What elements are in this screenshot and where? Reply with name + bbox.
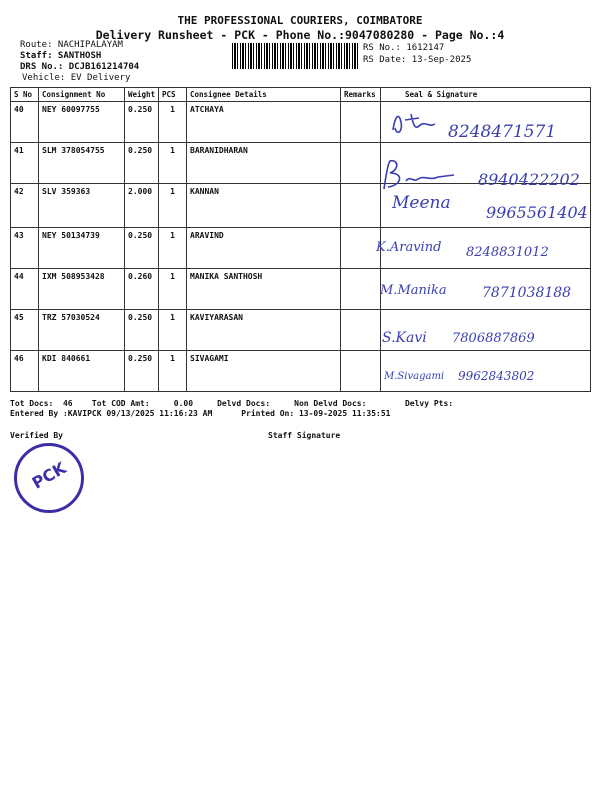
signature-43-name: K.Aravind [376, 240, 442, 255]
signature-46-name: M.Sivagami [384, 371, 445, 382]
cell-weight: 0.250 [125, 143, 159, 184]
company-title: THE PROFESSIONAL COURIERS, COIMBATORE [177, 14, 423, 27]
staff-label: Staff: SANTHOSH [20, 51, 102, 61]
signature-44: 7871038188 [482, 285, 572, 301]
cell-pcs: 1 [159, 269, 187, 310]
signature-45: 7806887869 [452, 331, 535, 346]
header-consignment: Consignment No [39, 88, 125, 102]
cell-pcs: 1 [159, 228, 187, 269]
cell-consignment: IXM 508953428 [39, 269, 125, 310]
cell-weight: 0.250 [125, 351, 159, 392]
cell-sno: 44 [11, 269, 39, 310]
cell-consignment: KDI 840661 [39, 351, 125, 392]
signature-41: 8940422202 [478, 170, 580, 189]
header-signature: Seal & Signature [381, 88, 591, 102]
cell-remarks [341, 228, 381, 269]
cell-consignee: KAVIYARASAN [187, 310, 341, 351]
cell-consignee: KANNAN [187, 184, 341, 228]
cell-weight: 0.250 [125, 228, 159, 269]
cell-sno: 40 [11, 102, 39, 143]
cell-pcs: 1 [159, 310, 187, 351]
cell-weight: 0.250 [125, 310, 159, 351]
cell-pcs: 1 [159, 351, 187, 392]
stamp-text: PCK [28, 458, 70, 493]
cell-pcs: 1 [159, 143, 187, 184]
signature-41-scribble [378, 155, 458, 195]
signature-42-name: Meena [392, 193, 451, 213]
cell-remarks [341, 143, 381, 184]
drs-number: DRS No.: DCJB161214704 [20, 62, 140, 72]
vehicle-label: Vehicle: EV Delivery [22, 73, 131, 83]
header-weight: Weight [125, 88, 159, 102]
route-label: Route: NACHIPALAYAM [20, 40, 123, 50]
cell-remarks [341, 102, 381, 143]
signature-40: 8248471571 [448, 122, 557, 142]
cell-consignee: SIVAGAMI [187, 351, 341, 392]
verified-by-label: Verified By [10, 431, 63, 440]
cell-sno: 42 [11, 184, 39, 228]
runsheet-title: Delivery Runsheet - PCK - Phone No.:9047080280 - Page No.:4 [95, 28, 505, 42]
signature-42: 9965561404 [486, 203, 588, 222]
cell-remarks [341, 351, 381, 392]
barcode [232, 43, 358, 69]
cell-pcs: 1 [159, 102, 187, 143]
cell-sno: 43 [11, 228, 39, 269]
cell-consignment: NEY 60097755 [39, 102, 125, 143]
header-consignee: Consignee Details [187, 88, 341, 102]
cell-weight: 0.260 [125, 269, 159, 310]
header-sno: S No [11, 88, 39, 102]
cell-remarks [341, 269, 381, 310]
rs-date: RS Date: 13-Sep-2025 [363, 55, 472, 65]
cell-weight: 2.000 [125, 184, 159, 228]
header-pcs: PCS [159, 88, 187, 102]
cell-remarks [341, 310, 381, 351]
header-remarks: Remarks [341, 88, 381, 102]
cell-consignee: ARAVIND [187, 228, 341, 269]
signature-46: 9962843802 [458, 369, 535, 383]
table-header-row [11, 88, 591, 102]
cell-sno: 41 [11, 143, 39, 184]
cell-consignee: BARANIDHARAN [187, 143, 341, 184]
signature-44-name: M.Manika [380, 283, 447, 298]
signature-45-name: S.Kavi [382, 330, 427, 346]
cell-consignee: ATCHAYA [187, 102, 341, 143]
cell-consignment: TRZ 57030524 [39, 310, 125, 351]
pck-stamp [14, 443, 84, 513]
cell-sno: 45 [11, 310, 39, 351]
cell-consignment: NEY 50134739 [39, 228, 125, 269]
totals-line: Tot Docs: 46 Tot COD Amt: 0.00 Delvd Docs: Non Delvd Docs: Delvy Pts: [10, 399, 454, 408]
cell-weight: 0.250 [125, 102, 159, 143]
signature-43: 8248831012 [466, 245, 549, 260]
staff-signature-label: Staff Signature [268, 431, 341, 440]
cell-consignment: SLV 359363 [39, 184, 125, 228]
rs-number: RS No.: 1612147 [363, 43, 445, 53]
cell-consignment: SLM 378054755 [39, 143, 125, 184]
cell-remarks [341, 184, 381, 228]
cell-consignee: MANIKA SANTHOSH [187, 269, 341, 310]
entered-by-line: Entered By :KAVIPCK 09/13/2025 11:16:23 AM Printed On: 13-09-2025 11:35:51 [10, 409, 391, 418]
signature-40-scribble [385, 108, 445, 142]
cell-sno: 46 [11, 351, 39, 392]
cell-pcs: 1 [159, 184, 187, 228]
